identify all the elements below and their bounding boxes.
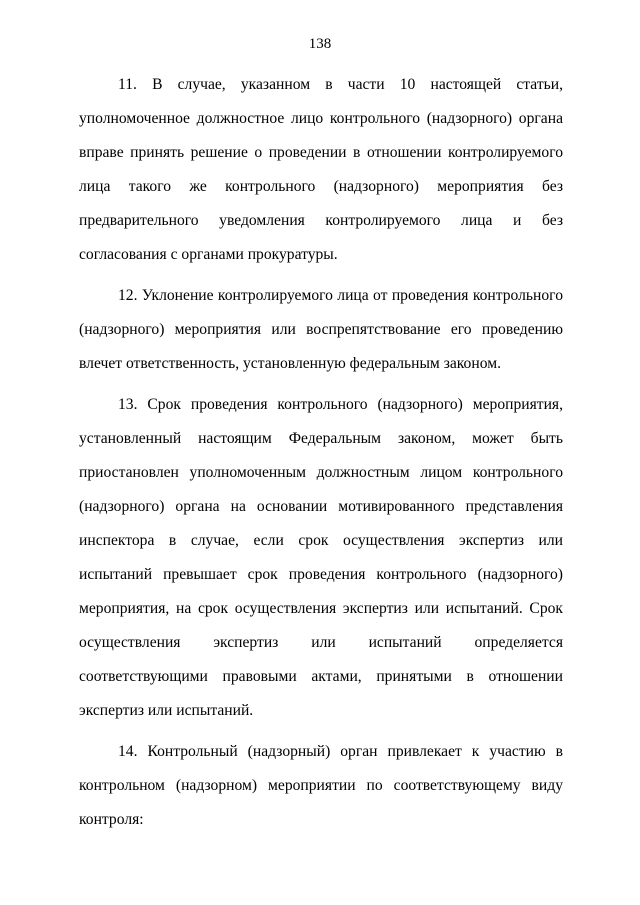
paragraph-12: 12. Уклонение контролируемого лица от проведения контрольного (надзорного) мероприятия или воспрепятствование его проведению влечет ответственность, установленную федеральным законом. [79, 287, 563, 372]
paragraph-11: 11. В случае, указанном в части 10 настоящей статьи, уполномоченное должностное лицо контрольного (надзорного) органа вправе принять решение о проведении в отношении контролируемого лица такого же контрольного (надзорного) мероприятия без предварительного уведомления контролируемого лица и без согласования с органами прокуратуры. [79, 76, 563, 263]
page-number: 138 [308, 36, 332, 52]
paragraph-14: 14. Контрольный (надзорный) орган привлекает к участию в контрольном (надзорном) мероприятии по соответствующему виду контроля: [79, 743, 563, 828]
paragraph-13: 13. Срок проведения контрольного (надзорного) мероприятия, установленный настоящим Федеральным законом, может быть приостановлен уполномоченным должностным лицом контрольного (надзорного) органа на основании мотивированного представления инспектора в случае, если срок осуществления экспертиз или испытаний превышает срок проведения контрольного (надзорного) мероприятия, на срок осуществления экспертиз или испытаний. Срок осуществления экспертиз или испытаний определяется соответствующими правовыми актами, принятыми в отношении экспертиз или испытаний. [79, 396, 563, 719]
document-body [79, 68, 563, 837]
